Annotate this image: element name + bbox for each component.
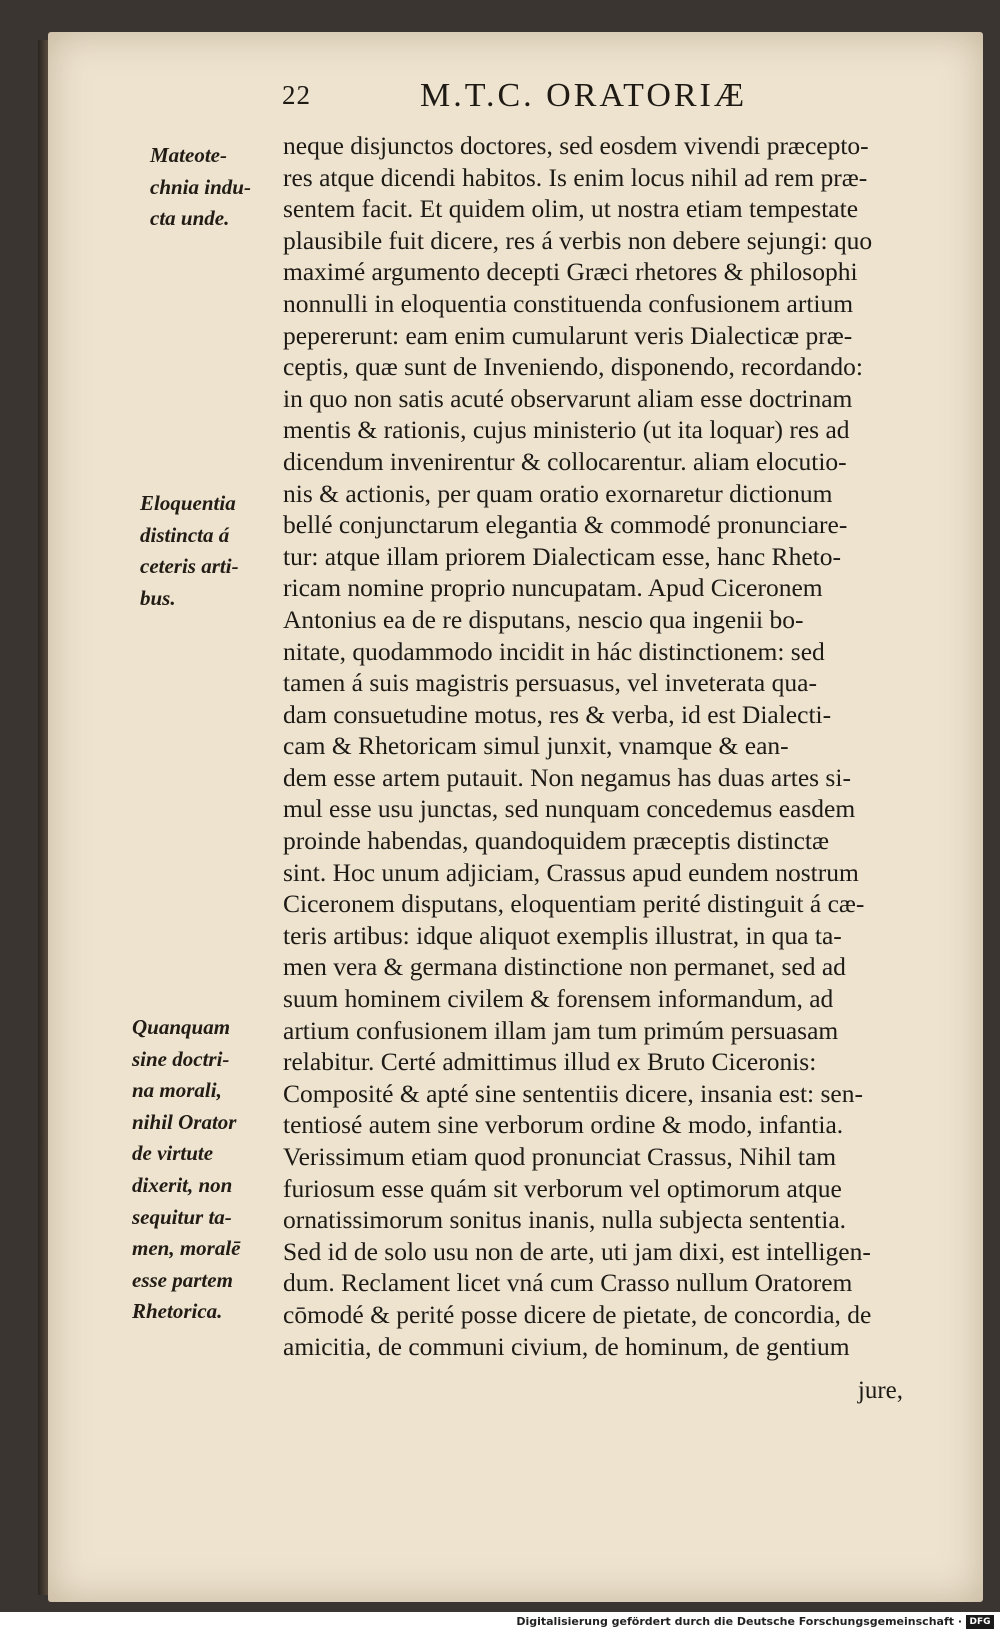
body-text (283, 130, 903, 1362)
text-line: teris artibus: idque aliquot exemplis illustrat, in qua ta- (283, 920, 842, 950)
text-line: dum. Reclament licet vná cum Crasso nullum Oratorem (283, 1268, 853, 1298)
text-line: pepererunt: eam enim cumularunt veris Dialecticæ præ- (283, 320, 853, 350)
text-line: Antonius ea de re disputans, nescio qua ingenii bo- (283, 604, 804, 634)
marginal-line: dixerit, non (132, 1172, 233, 1197)
text-line: tentiosé autem sine verborum ordine & modo, infantia. (283, 1110, 844, 1140)
text-line: cōmodé & perité posse dicere de pietate, de concordia, de (283, 1299, 872, 1329)
marginal-line: bus. (140, 585, 176, 610)
text-line: ornatissimorum sonitus inanis, nulla subjecta sententia. (283, 1205, 847, 1235)
marginal-line: sine doctri- (132, 1046, 230, 1071)
marginal-line: Quanquam (132, 1015, 231, 1039)
text-line: ricam nomine proprio nuncupatam. Apud Ciceronem (283, 573, 823, 603)
text-line: sint. Hoc unum adjiciam, Crassus apud eundem nostrum (283, 857, 859, 887)
marginal-line: cta unde. (150, 206, 230, 231)
text-line: mul esse usu junctas, sed nunquam concedemus easdem (283, 794, 856, 824)
text-line: dem esse artem putauit. Non negamus has duas artes si- (283, 762, 851, 792)
text-line: Sed id de solo usu non de arte, uti jam dixi, est intelligen- (283, 1236, 871, 1266)
marginal-line: Rhetorica. (132, 1299, 223, 1324)
text-line: Ciceronem disputans, eloquentiam perité distinguit á cæ- (283, 889, 865, 919)
marginal-line: nihil Orator (132, 1109, 237, 1134)
text-line: relabitur. Certé admittimus illud ex Bruto Ciceronis: (283, 1047, 817, 1077)
digitization-footer (0, 1612, 1000, 1633)
text-line: plausibile fuit dicere, res á verbis non debere sejungi: quo (283, 225, 873, 255)
text-line: cam & Rhetoricam simul junxit, vnamque & ean- (283, 731, 789, 761)
text-line: in quo non satis acuté observarunt aliam esse doctrinam (283, 383, 853, 413)
footer-credit: Digitalisierung gefördert durch die Deutsche Forschungsgemeinschaft · (516, 1615, 962, 1628)
text-line: ceptis, quæ sunt de Inveniendo, disponendo, recordando: (283, 352, 864, 382)
marginal-line: de virtute (132, 1141, 214, 1166)
text-line: res atque dicendi habitos. Is enim locus nihil ad rem præ- (283, 162, 868, 192)
page-header (0, 77, 1000, 120)
text-line: Composité & apté sine sententiis dicere, insania est: sen- (283, 1078, 863, 1108)
running-title: M.T.C. ORATORIÆ (420, 77, 748, 114)
text-line: dam consuetudine motus, res & verba, id est Dialecti- (283, 699, 832, 729)
text-line: maximé argumento decepti Græci rhetores & philosophi (283, 257, 858, 287)
marginal-line: distincta á (140, 522, 230, 547)
text-line: nitate, quodammodo incidit in hác distinctionem: sed (283, 636, 825, 666)
marginal-line: men, moralē (132, 1236, 241, 1261)
text-line: mentis & rationis, cujus ministerio (ut ita loquar) res ad (283, 415, 850, 445)
marginal-note (132, 1012, 241, 1328)
text-line: men vera & germana distinctione non permanet, sed ad (283, 952, 846, 982)
text-line: proinde habendas, quandoquidem præceptis distinctæ (283, 826, 830, 856)
text-line: suum hominem civilem & forensem informandum, ad (283, 984, 834, 1014)
text-line: nonnulli in eloquentia constituenda confusionem artium (283, 288, 854, 318)
text-line: dicendum invenirentur & collocarentur. aliam elocutio- (283, 446, 847, 476)
text-line: furiosum esse quám sit verborum vel optimorum atque (283, 1173, 842, 1203)
marginal-note (140, 488, 239, 614)
marginal-line: ceteris arti- (140, 554, 239, 579)
marginal-line: na morali, (132, 1078, 222, 1103)
text-line: artium confusionem illam jam tum primúm persuasam (283, 1015, 839, 1045)
dfg-logo: DFG (966, 1615, 994, 1629)
text-line: tamen á suis magistris persuasus, vel inveterata qua- (283, 668, 817, 698)
text-line: nis & actionis, per quam oratio exornaretur dictionum (283, 478, 833, 508)
marginal-line: Mateote- (150, 143, 227, 167)
marginal-line: Eloquentia (140, 491, 236, 515)
marginal-note (150, 140, 251, 235)
text-line: sentem facit. Et quidem olim, ut nostra etiam tempestate (283, 194, 859, 224)
text-line: neque disjunctos doctores, sed eosdem vivendi præcepto- (283, 131, 869, 160)
text-line: bellé conjunctarum elegantia & commodé pronunciare- (283, 510, 848, 540)
text-line: Verissimum etiam quod pronunciat Crassus, Nihil tam (283, 1142, 837, 1171)
marginal-line: esse partem (132, 1267, 233, 1292)
catchword: jure, (857, 1377, 903, 1404)
page-number: 22 (282, 80, 311, 110)
text-line: tur: atque illam priorem Dialecticam esse, hanc Rheto- (283, 541, 841, 571)
text-line: amicitia, de communi civium, de hominum, de gentium (283, 1331, 850, 1361)
marginal-line: sequitur ta- (132, 1204, 232, 1229)
marginal-line: chnia indu- (150, 174, 251, 199)
